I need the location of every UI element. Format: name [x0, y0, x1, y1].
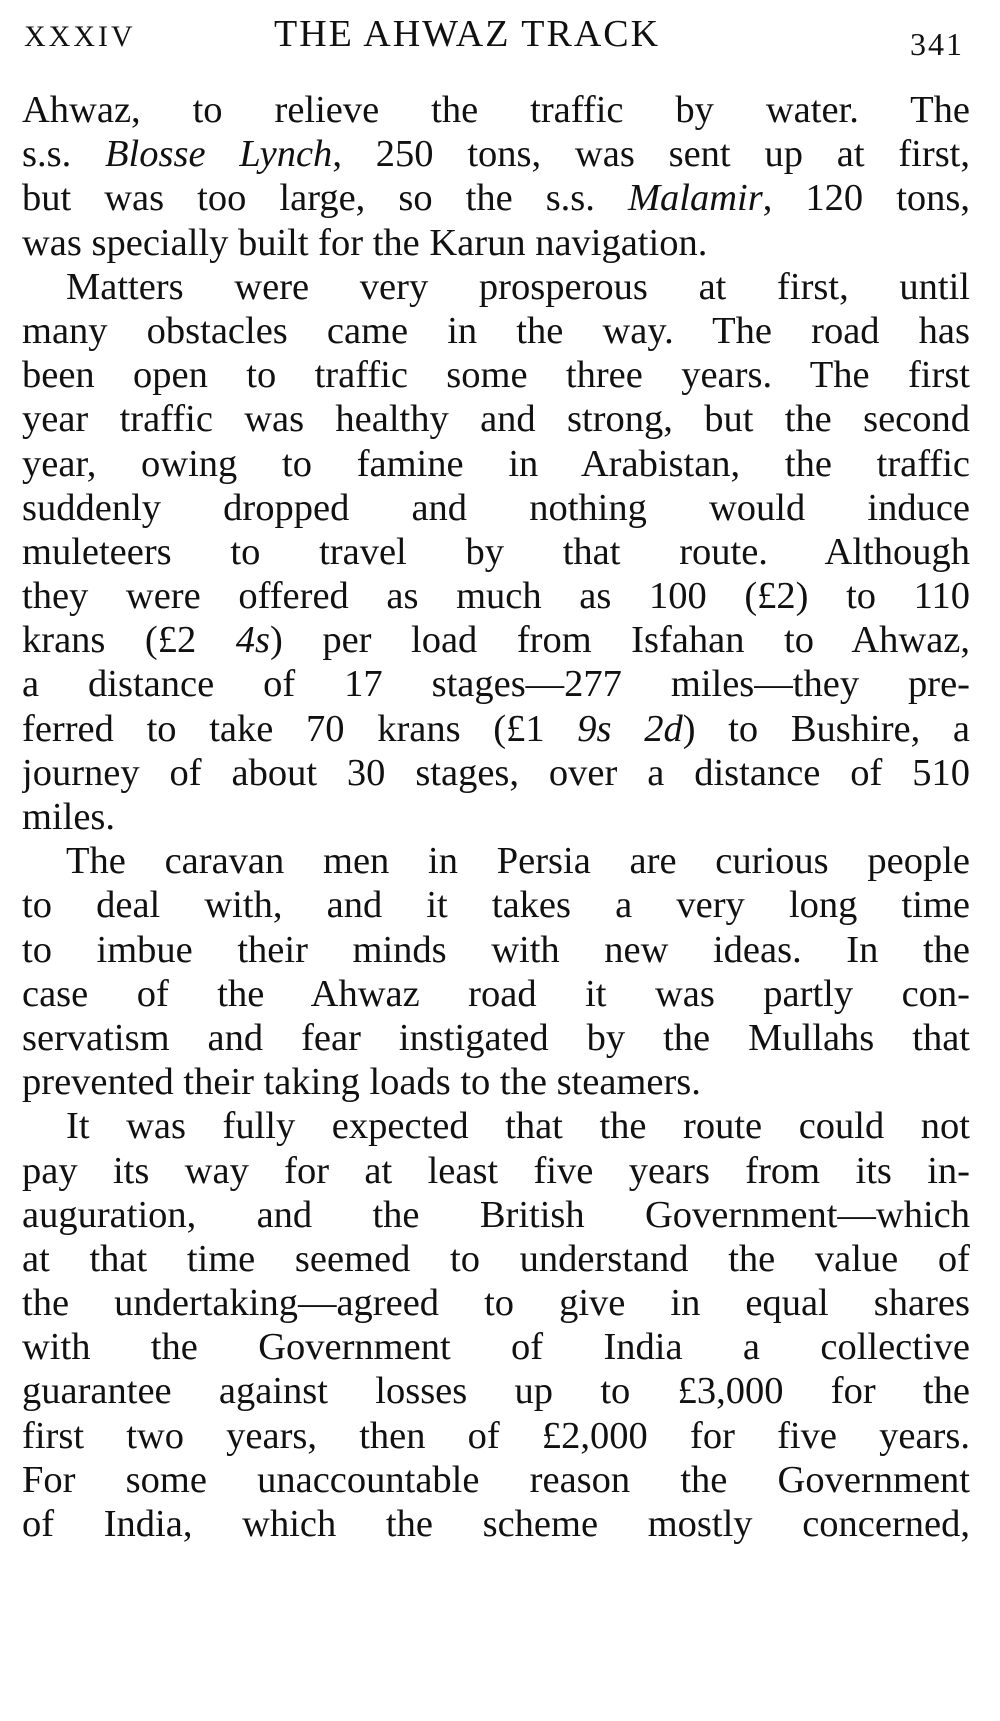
running-head — [24, 12, 964, 62]
text-line: case of the Ahwaz road it was partly con- — [22, 972, 970, 1015]
text-line: year, owing to famine in Arabistan, the traffic — [22, 442, 970, 485]
text-line: auguration, and the British Government—which — [22, 1193, 970, 1236]
text-line: been open to traffic some three years. The first — [22, 354, 970, 397]
text-line: the undertaking—agreed to give in equal shares — [22, 1282, 970, 1325]
text-line: miles. — [22, 796, 116, 838]
text-line: many obstacles came in the way. The road has — [22, 309, 970, 352]
running-title: THE AHWAZ TRACK — [274, 13, 661, 55]
text-line: to imbue their minds with new ideas. In the — [22, 928, 970, 971]
text-line: first two years, then of £2,000 for five years. — [22, 1414, 970, 1457]
text-line: to deal with, and it takes a very long time — [22, 884, 970, 927]
text-line: s.s. Blosse Lynch, 250 tons, was sent up at first, — [22, 133, 970, 176]
text-line: pay its way for at least five years from its in- — [22, 1149, 970, 1192]
text-line: of India, which the scheme mostly concerned, — [22, 1503, 970, 1545]
text-line: at that time seemed to understand the value of — [22, 1237, 970, 1280]
text-line: The caravan men in Persia are curious people — [66, 840, 970, 883]
text-line: was specially built for the Karun navigation. — [22, 221, 708, 264]
text-line: journey of about 30 stages, over a distance of 510 — [22, 751, 970, 794]
text-line: they were offered as much as 100 (£2) to 110 — [22, 575, 970, 618]
text-line: Matters were very prosperous at first, until — [66, 265, 970, 308]
page-number: 341 — [910, 26, 964, 62]
text-line: ferred to take 70 krans (£1 9s 2d) to Bushire, a — [22, 707, 970, 750]
text-line: For some unaccountable reason the Government — [22, 1458, 970, 1501]
text-line: guarantee against losses up to £3,000 for the — [22, 1370, 970, 1413]
body-text — [22, 88, 970, 1546]
text-line: krans (£2 4s) per load from Isfahan to Ahwaz, — [22, 619, 970, 662]
text-line: year traffic was healthy and strong, but the second — [22, 398, 970, 441]
text-line: It was fully expected that the route could not — [66, 1105, 970, 1148]
text-line: a distance of 17 stages—277 miles—they pre- — [22, 663, 970, 706]
text-line: Ahwaz, to relieve the traffic by water. The — [22, 89, 970, 131]
text-line: with the Government of India a collective — [22, 1326, 970, 1369]
text-line: but was too large, so the s.s. Malamir, 120 tons, — [22, 177, 970, 220]
text-line: muleteers to travel by that route. Although — [22, 530, 970, 573]
text-line: suddenly dropped and nothing would induce — [22, 486, 970, 529]
chapter-number: XXXIV — [24, 20, 136, 53]
text-line: prevented their taking loads to the steamers. — [22, 1061, 701, 1104]
text-line: servatism and fear instigated by the Mullahs that — [22, 1016, 970, 1059]
